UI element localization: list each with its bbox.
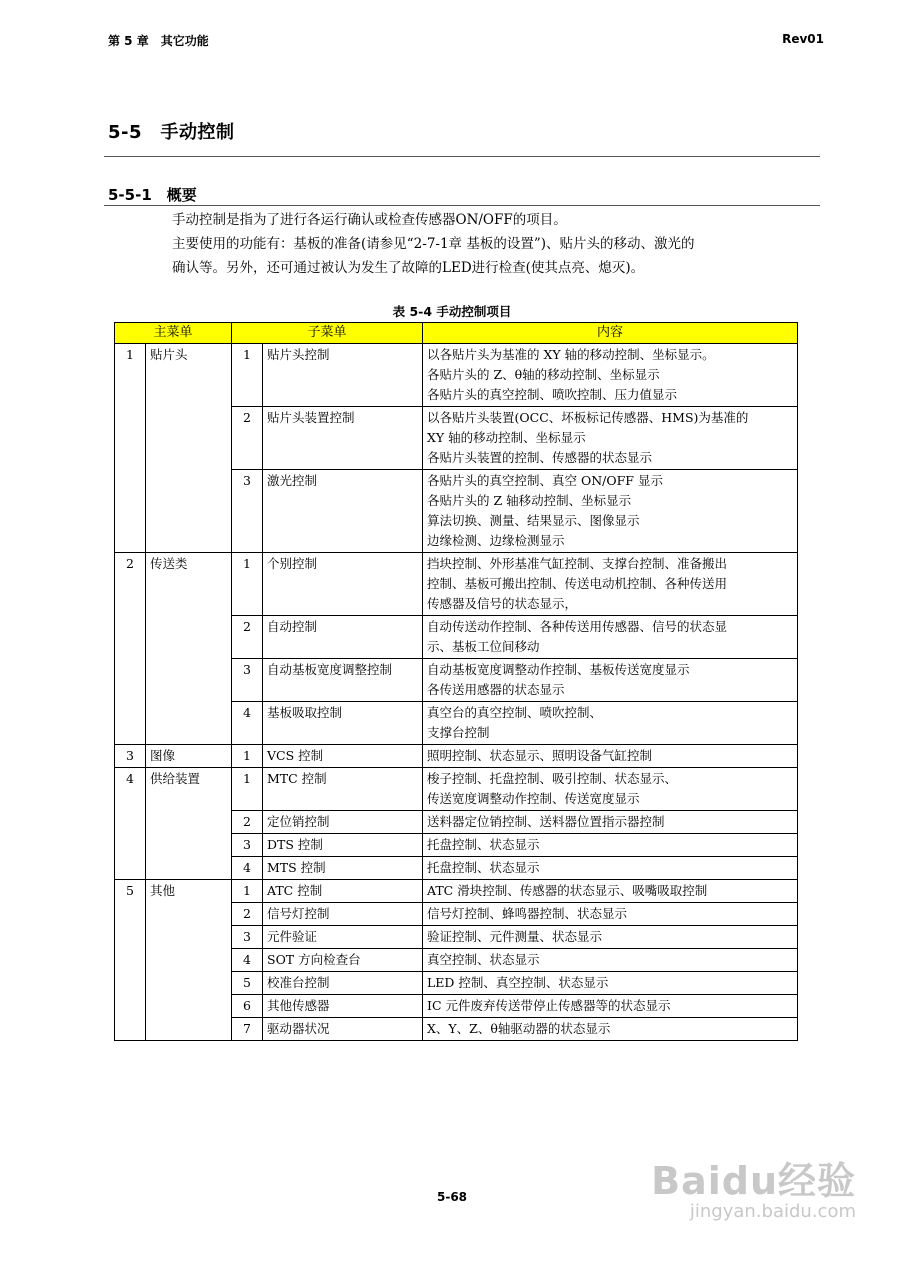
sub-menu-name: 驱动器状况 bbox=[263, 1018, 423, 1041]
content-cell bbox=[423, 768, 798, 811]
content-cell bbox=[423, 949, 798, 972]
sub-menu-name: 自动控制 bbox=[263, 616, 423, 659]
sub-menu-number: 2 bbox=[232, 616, 263, 659]
sub-menu-name: SOT 方向检查台 bbox=[263, 949, 423, 972]
main-menu-name: 其他 bbox=[146, 880, 232, 1041]
sub-menu-name: 贴片头控制 bbox=[263, 344, 423, 407]
sub-menu-number: 1 bbox=[232, 880, 263, 903]
paragraph-3: 确认等。另外，还可通过被认为发生了故障的LED进行检查(使其点亮、熄灭)。 bbox=[172, 260, 645, 276]
content-line: 真空台的真空控制、喷吹控制、 bbox=[427, 705, 603, 720]
sub-menu-name: 校准台控制 bbox=[263, 972, 423, 995]
content-line: 控制、基板可搬出控制、传送电动机控制、各种传送用 bbox=[427, 576, 728, 591]
content-line: 各传送用感器的状态显示 bbox=[427, 682, 565, 697]
watermark-logo: Baidu经验 bbox=[651, 1159, 856, 1203]
content-line: LED 控制、真空控制、状态显示 bbox=[427, 975, 609, 990]
table-row bbox=[115, 880, 798, 903]
table-row bbox=[115, 553, 798, 616]
sub-menu-number: 1 bbox=[232, 745, 263, 768]
sub-menu-name: 激光控制 bbox=[263, 470, 423, 553]
table-caption: 表 5-4 手动控制项目 bbox=[392, 304, 512, 319]
content-line: XY 轴的移动控制、坐标显示 bbox=[427, 430, 586, 445]
main-menu-number: 4 bbox=[115, 768, 146, 880]
content-cell bbox=[423, 659, 798, 702]
content-line: 传送宽度调整动作控制、传送宽度显示 bbox=[427, 791, 640, 806]
header-main-menu: 主菜单 bbox=[115, 323, 232, 344]
content-cell bbox=[423, 880, 798, 903]
sub-menu-number: 1 bbox=[232, 344, 263, 407]
content-line: 送料器定位销控制、送料器位置指示器控制 bbox=[427, 814, 665, 829]
watermark bbox=[651, 1150, 856, 1222]
table-row bbox=[115, 745, 798, 768]
sub-menu-number: 4 bbox=[232, 949, 263, 972]
sub-menu-name: 个别控制 bbox=[263, 553, 423, 616]
sub-menu-number: 2 bbox=[232, 903, 263, 926]
sub-menu-name: MTS 控制 bbox=[263, 857, 423, 880]
sub-menu-name: 基板吸取控制 bbox=[263, 702, 423, 745]
content-line: 照明控制、状态显示、照明设备气缸控制 bbox=[427, 748, 653, 763]
watermark-url: jingyan.baidu.com bbox=[689, 1201, 856, 1222]
sub-menu-number: 1 bbox=[232, 553, 263, 616]
sub-menu-name: 信号灯控制 bbox=[263, 903, 423, 926]
main-menu-number: 5 bbox=[115, 880, 146, 1041]
sub-menu-number: 5 bbox=[232, 972, 263, 995]
content-line: 各贴片头的真空控制、真空 ON/OFF 显示 bbox=[427, 473, 663, 488]
content-line: 验证控制、元件测量、状态显示 bbox=[427, 929, 603, 944]
main-menu-name: 图像 bbox=[146, 745, 232, 768]
sub-menu-number: 2 bbox=[232, 811, 263, 834]
content-line: 真空控制、状态显示 bbox=[427, 952, 540, 967]
sub-menu-number: 4 bbox=[232, 857, 263, 880]
sub-menu-number: 1 bbox=[232, 768, 263, 811]
table-row bbox=[115, 344, 798, 407]
content-line: 托盘控制、状态显示 bbox=[427, 860, 540, 875]
content-line: 各贴片头装置的控制、传感器的状态显示 bbox=[427, 450, 653, 465]
content-line: IC 元件废弃传送带停止传感器等的状态显示 bbox=[427, 998, 671, 1013]
main-menu-name: 供给装置 bbox=[146, 768, 232, 880]
content-line: 示、基板工位间移动 bbox=[427, 639, 540, 654]
content-cell bbox=[423, 903, 798, 926]
content-cell bbox=[423, 407, 798, 470]
sub-menu-name: VCS 控制 bbox=[263, 745, 423, 768]
content-cell bbox=[423, 745, 798, 768]
table-header-row bbox=[115, 323, 798, 344]
table-row bbox=[115, 768, 798, 811]
content-cell bbox=[423, 553, 798, 616]
table-body bbox=[115, 344, 798, 1041]
section-title: 5-5 手动控制 bbox=[108, 122, 235, 143]
content-line: 自动基板宽度调整动作控制、基板传送宽度显示 bbox=[427, 662, 690, 677]
header-revision: Rev01 bbox=[782, 32, 824, 46]
header-content: 内容 bbox=[423, 323, 798, 344]
main-menu-number: 2 bbox=[115, 553, 146, 745]
content-line: 托盘控制、状态显示 bbox=[427, 837, 540, 852]
content-line: 算法切换、测量、结果显示、图像显示 bbox=[427, 513, 640, 528]
content-cell bbox=[423, 616, 798, 659]
sub-menu-number: 3 bbox=[232, 470, 263, 553]
sub-menu-name: DTS 控制 bbox=[263, 834, 423, 857]
sub-menu-name: ATC 控制 bbox=[263, 880, 423, 903]
content-line: 自动传送动作控制、各种传送用传感器、信号的状态显 bbox=[427, 619, 728, 634]
sub-menu-number: 3 bbox=[232, 659, 263, 702]
content-line: 挡块控制、外形基准气缸控制、支撑台控制、准备搬出 bbox=[427, 556, 728, 571]
sub-menu-name: 自动基板宽度调整控制 bbox=[263, 659, 423, 702]
content-cell bbox=[423, 702, 798, 745]
content-line: 信号灯控制、蜂鸣器控制、状态显示 bbox=[427, 906, 628, 921]
header-chapter: 第 5 章 其它功能 bbox=[108, 34, 209, 48]
section-divider bbox=[104, 156, 820, 157]
main-menu-name: 传送类 bbox=[146, 553, 232, 745]
sub-menu-name: MTC 控制 bbox=[263, 768, 423, 811]
content-line: 各贴片头的真空控制、喷吹控制、压力值显示 bbox=[427, 387, 678, 402]
paragraph-1: 手动控制是指为了进行各运行确认或检查传感器ON/OFF的项目。 bbox=[172, 212, 567, 228]
content-cell bbox=[423, 834, 798, 857]
sub-menu-number: 4 bbox=[232, 702, 263, 745]
sub-menu-number: 3 bbox=[232, 926, 263, 949]
content-line: 支撑台控制 bbox=[427, 725, 490, 740]
content-cell bbox=[423, 857, 798, 880]
content-line: 各贴片头的 Z、θ轴的移动控制、坐标显示 bbox=[427, 367, 660, 382]
sub-menu-name: 定位销控制 bbox=[263, 811, 423, 834]
content-cell bbox=[423, 1018, 798, 1041]
paragraph-2: 主要使用的功能有：基板的准备(请参见“2-7-1章 基板的设置”)、贴片头的移动、激光的 bbox=[172, 236, 695, 252]
sub-menu-name: 贴片头装置控制 bbox=[263, 407, 423, 470]
content-cell bbox=[423, 811, 798, 834]
content-cell bbox=[423, 926, 798, 949]
subsection-divider bbox=[104, 205, 820, 206]
main-menu-number: 1 bbox=[115, 344, 146, 553]
content-line: 边缘检测、边缘检测显示 bbox=[427, 533, 565, 548]
content-line: 传感器及信号的状态显示， bbox=[427, 596, 578, 611]
content-cell bbox=[423, 995, 798, 1018]
sub-menu-name: 其他传感器 bbox=[263, 995, 423, 1018]
content-line: 以各贴片头为基准的 XY 轴的移动控制、坐标显示。 bbox=[427, 347, 715, 362]
content-cell bbox=[423, 344, 798, 407]
sub-menu-number: 6 bbox=[232, 995, 263, 1018]
header-sub-menu: 子菜单 bbox=[232, 323, 423, 344]
main-menu-name: 贴片头 bbox=[146, 344, 232, 553]
sub-menu-number: 7 bbox=[232, 1018, 263, 1041]
subsection-title: 5-5-1 概要 bbox=[108, 186, 197, 204]
sub-menu-number: 3 bbox=[232, 834, 263, 857]
manual-control-table bbox=[114, 322, 798, 1041]
content-cell bbox=[423, 470, 798, 553]
sub-menu-name: 元件验证 bbox=[263, 926, 423, 949]
main-menu-number: 3 bbox=[115, 745, 146, 768]
content-cell bbox=[423, 972, 798, 995]
content-line: 各贴片头的 Z 轴移动控制、坐标显示 bbox=[427, 493, 632, 508]
page-number: 5-68 bbox=[436, 1190, 468, 1204]
content-line: X、Y、Z、θ轴驱动器的状态显示 bbox=[427, 1021, 611, 1036]
content-line: 梭子控制、托盘控制、吸引控制、状态显示、 bbox=[427, 771, 678, 786]
content-line: 以各贴片头装置(OCC、坏板标记传感器、HMS)为基准的 bbox=[427, 410, 749, 425]
sub-menu-number: 2 bbox=[232, 407, 263, 470]
content-line: ATC 滑块控制、传感器的状态显示、吸嘴吸取控制 bbox=[427, 883, 708, 898]
